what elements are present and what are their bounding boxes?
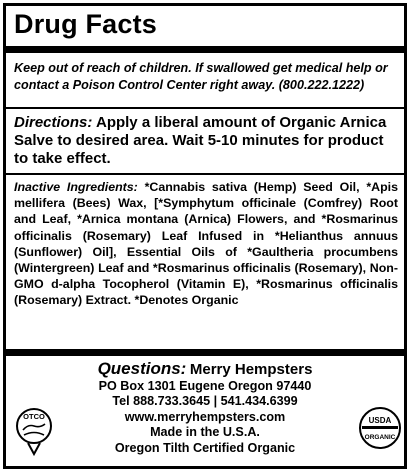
- inactive-ingredients-section: [14, 179, 398, 309]
- directions-section: [14, 114, 398, 168]
- contact-section: [6, 361, 404, 457]
- usda-organic-seal: [358, 406, 402, 450]
- drug-facts-label: [3, 3, 407, 469]
- warning-text: Keep out of reach of children. If swallowed get medical help or contact a Poison Control Center right away. (800.222.1222): [14, 61, 388, 92]
- title-divider: [6, 46, 404, 53]
- inactive-text: *Cannabis sativa (Hemp) Seed Oil, *Apis mellifera (Bees) Wax, [*Symphytum officinale (Comfrey) Root and Leaf, *Arnica montana (Arnica) Flowers, and *Rosmarinus officinalis (Rosemary) Leaf Infused in *Helianthus annuus (Sunflower) Oil], Essential Oils of *Gaultheria procumbens (Wintergreen) Leaf and *Rosmarinus officinalis (Rosemary), Non-GMO d-alpha Tocopherol (Vitamin E), *Rosmarinus officinalis (Rosemary) Extract. *Denotes Organic: [14, 180, 398, 308]
- page-title: Drug Facts: [14, 9, 158, 39]
- usda-top-text: USDA: [368, 416, 392, 425]
- directions-heading: Directions:: [14, 114, 93, 131]
- company-name: Merry Hempsters: [189, 361, 313, 378]
- otco-field-line: [24, 433, 44, 436]
- otco-text: OTCO: [23, 412, 45, 421]
- directions-text: Apply a liberal amount of Organic Arnica Salve to desired area. Wait 5-10 minutes for product to take effect.: [14, 114, 387, 167]
- made-in-line: Made in the U.S.A.: [150, 425, 260, 440]
- address-line: PO Box 1301 Eugene Oregon 97440: [98, 378, 312, 393]
- usda-band: [362, 426, 398, 429]
- phone-line: Tel 888.733.3645 | 541.434.6399: [112, 394, 298, 409]
- otco-logo: [12, 406, 56, 458]
- website-line: www.merryhempsters.com: [124, 409, 286, 424]
- directions-divider: [6, 173, 404, 175]
- ingredients-divider: [6, 349, 404, 356]
- certified-line: Oregon Tilth Certified Organic: [114, 440, 296, 455]
- warning-divider: [6, 107, 404, 109]
- otco-leaf-line: [23, 424, 45, 430]
- questions-line: [6, 361, 404, 379]
- inactive-heading: Inactive Ingredients:: [14, 180, 138, 194]
- otco-point: [28, 443, 40, 454]
- usda-bottom-text: ORGANIC: [364, 434, 396, 441]
- questions-heading: Questions:: [97, 359, 187, 378]
